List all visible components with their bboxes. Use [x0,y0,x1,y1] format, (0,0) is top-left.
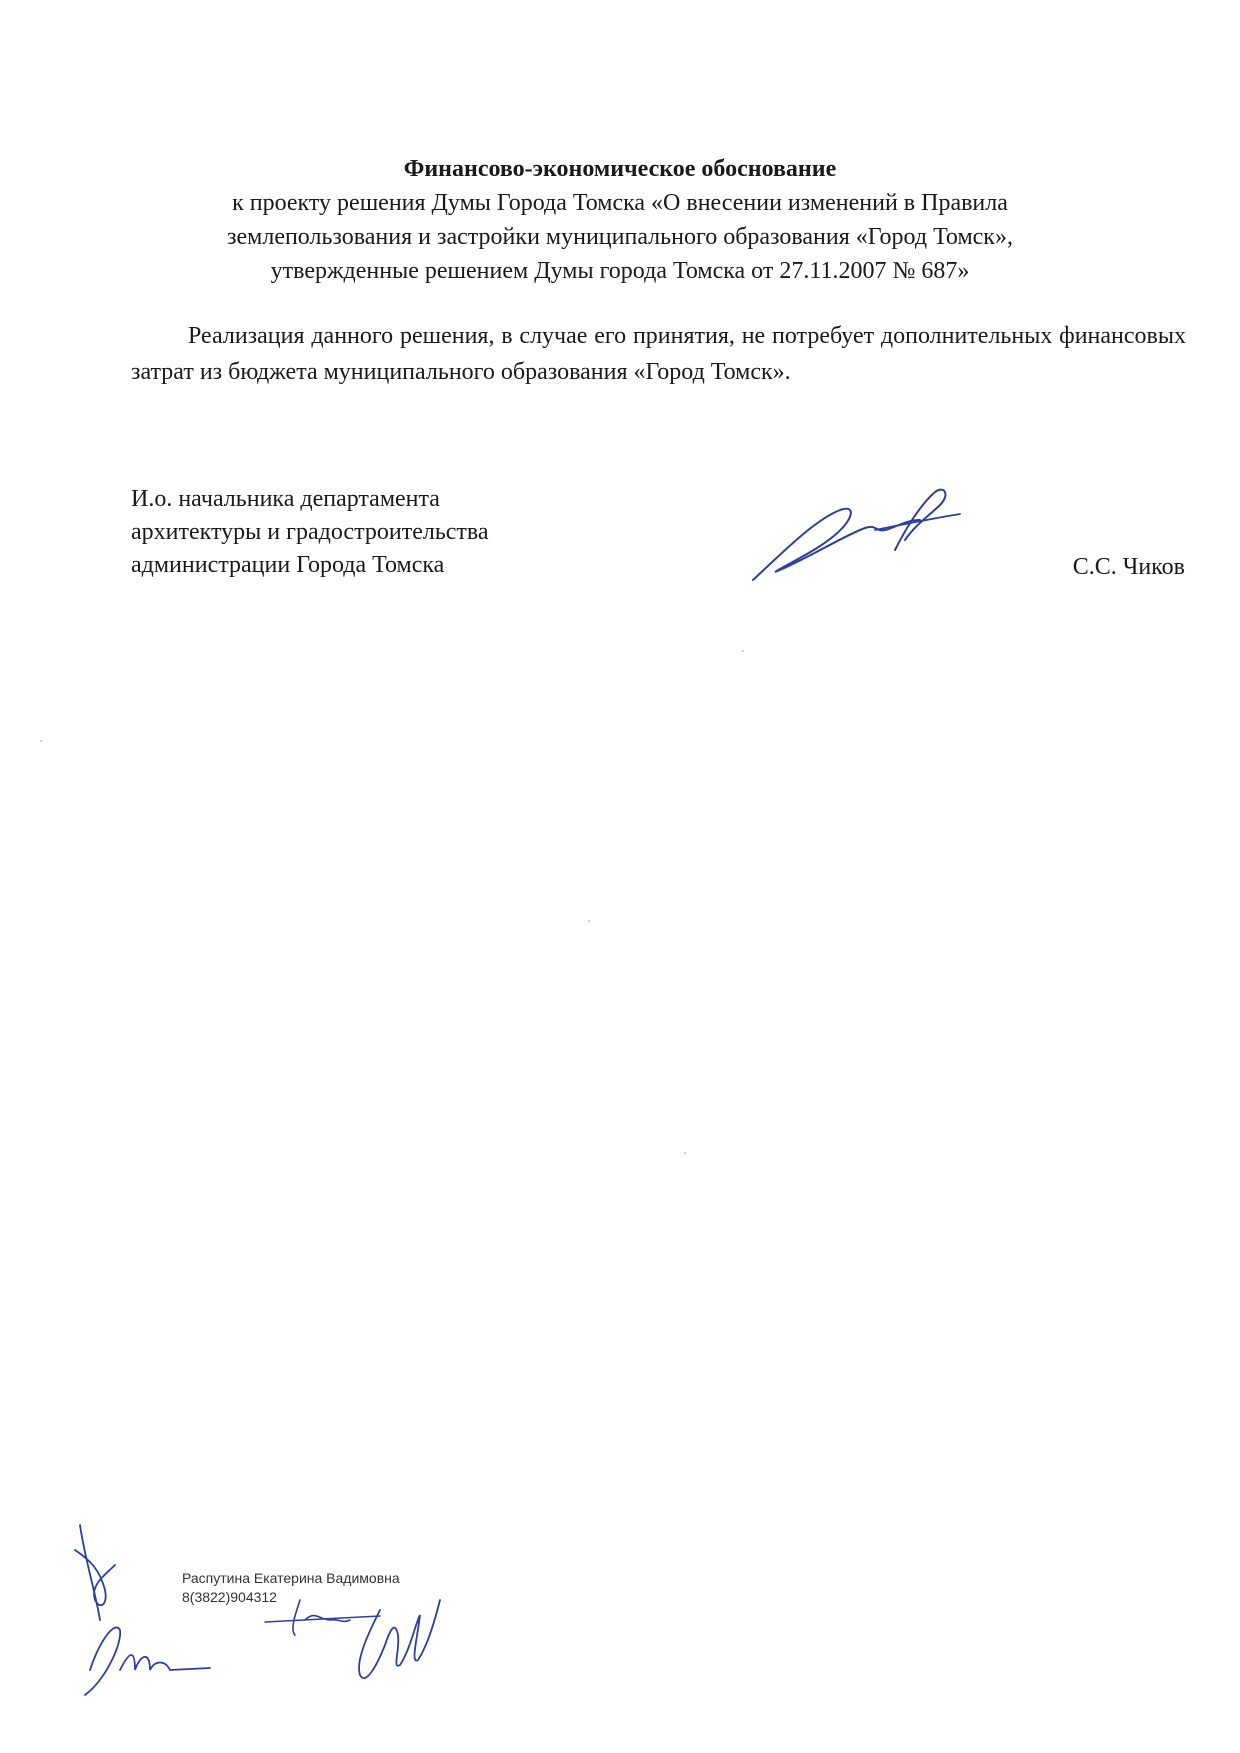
signer-position-line-3: администрации Города Томска [131,552,445,578]
body-paragraph: Реализация данного решения, в случае его принятия, не потребует дополнительных финансовых затрат из бюджета муниципального образования «Город Томск». [131,323,1186,385]
subtitle-line-2: землепользования и застройки муниципального образования «Город Томск», [227,224,1013,250]
scan-speck [40,740,42,742]
document-heading [120,152,1120,288]
signer-name: С.С. Чиков [1072,554,1185,580]
signer-position-line-1: И.о. начальника департамента [131,486,440,512]
handwritten-signature-icon [745,480,975,590]
document-title: Финансово-экономическое обоснование [403,156,837,182]
visa-left-icon [60,1520,230,1700]
scan-speck [684,1152,686,1154]
executor-phone: 8(3822)904312 [182,1589,277,1605]
scan-speck [742,650,744,652]
signer-position [131,483,489,582]
subtitle-line-3: утвержденные решением Думы города Томска от 27.11.2007 № 687» [270,258,970,284]
subtitle-line-1: к проекту решения Думы Города Томска «О внесении изменений в Правила [232,190,1008,216]
executor-contact [182,1569,400,1607]
executor-name: Распутина Екатерина Вадимовна [182,1570,400,1586]
signer-position-line-2: архитектуры и градостроительства [131,519,489,545]
scan-speck [588,920,590,922]
